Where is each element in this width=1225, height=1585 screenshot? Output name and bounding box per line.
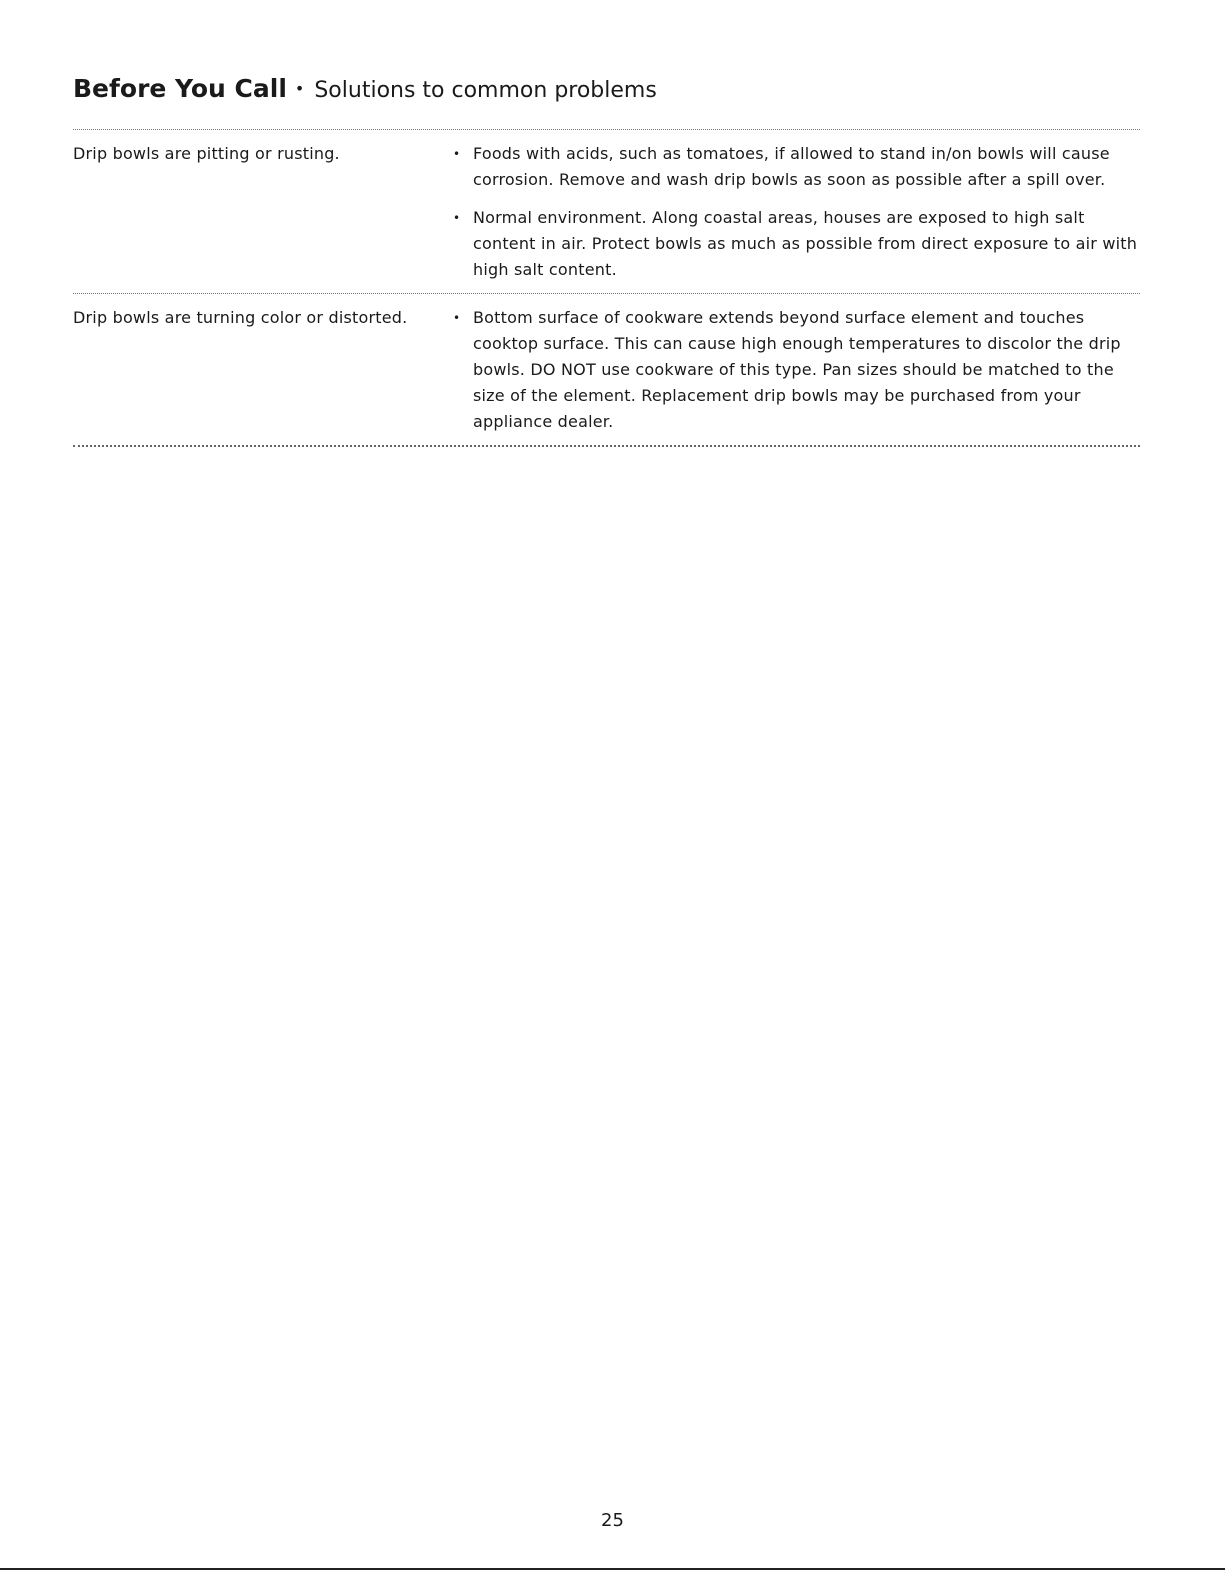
solution-text: Foods with acids, such as tomatoes, if allowed to stand in/on bowls will cause corrosion. Remove and wash drip bowls as soon as possible after a spill over. bbox=[473, 144, 1110, 189]
solution-item bbox=[453, 141, 1140, 193]
table-row bbox=[73, 130, 1140, 293]
page-bottom-edge bbox=[0, 1568, 1225, 1570]
bullet-icon: • bbox=[453, 147, 461, 161]
page-subtitle: Solutions to common problems bbox=[314, 78, 657, 103]
troubleshooting-table bbox=[73, 129, 1140, 447]
title-separator: • bbox=[294, 79, 305, 98]
page-header bbox=[73, 74, 657, 103]
problem-text: Drip bowls are turning color or distorted. bbox=[73, 308, 408, 327]
solutions-list bbox=[453, 305, 1140, 435]
page-number: 25 bbox=[601, 1510, 624, 1531]
table-row bbox=[73, 294, 1140, 445]
solution-item bbox=[453, 305, 1140, 435]
problem-text: Drip bowls are pitting or rusting. bbox=[73, 144, 340, 163]
solution-text: Normal environment. Along coastal areas, houses are exposed to high salt content in air. Protect bowls as much as possible from direct exposure to air with high salt content. bbox=[473, 208, 1138, 279]
table-bottom-rule bbox=[73, 445, 1140, 447]
bullet-icon: • bbox=[453, 311, 461, 325]
solution-text: Bottom surface of cookware extends beyond surface element and touches cooktop surface. This can cause high enough temperatures to discolor the drip bowls. DO NOT use cookware of this type. Pan sizes should be matched to the size of the element. Replacement drip bowls may be purchased from your appliance dealer. bbox=[473, 308, 1121, 431]
bullet-icon: • bbox=[453, 211, 461, 225]
page-title: Before You Call bbox=[73, 74, 287, 103]
solutions-list bbox=[453, 141, 1140, 283]
solution-item bbox=[453, 205, 1140, 283]
